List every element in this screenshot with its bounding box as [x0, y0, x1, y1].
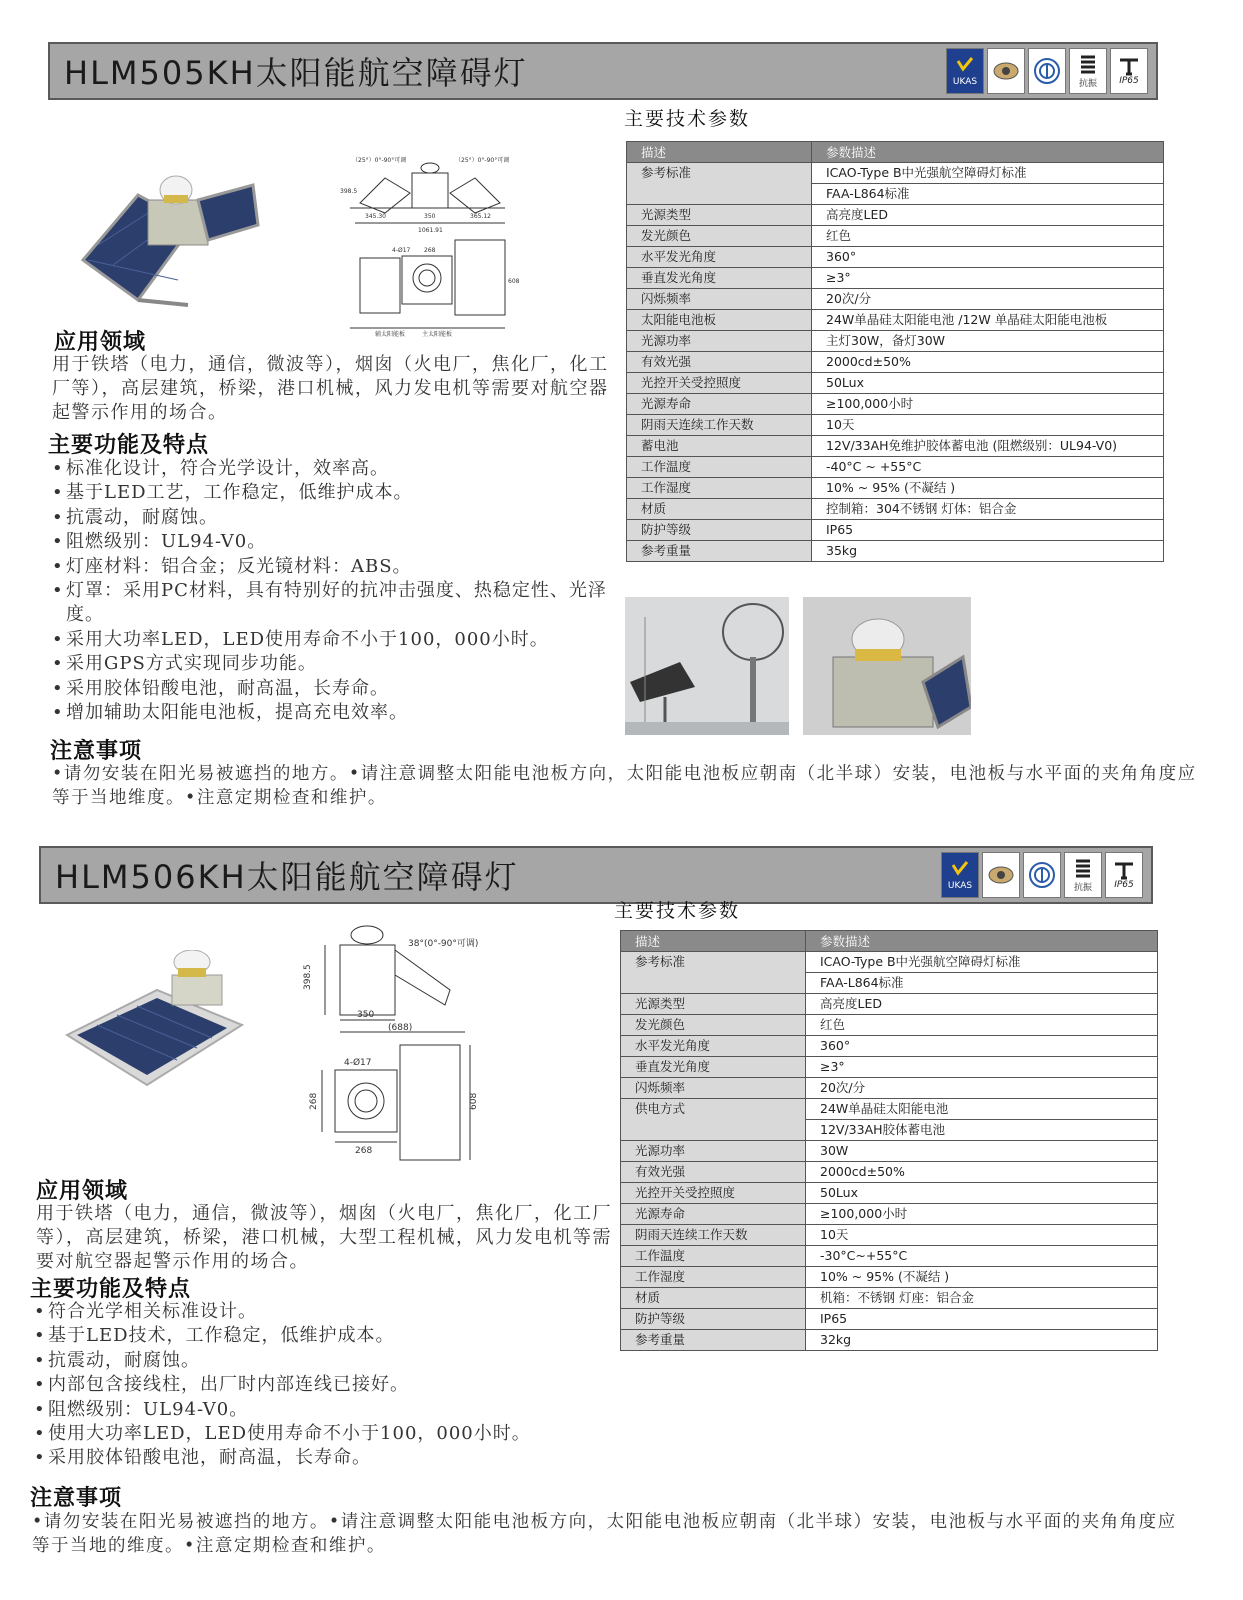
table-row [627, 478, 1164, 499]
feature-item: • 内部包含接线柱，出厂时内部连线已接好。 [30, 1373, 615, 1397]
spec-value: 20次/分 [812, 289, 1164, 310]
spec-value: 360° [806, 1036, 1158, 1057]
spec-key: 光源类型 [621, 994, 806, 1015]
product1-cert-badges [946, 48, 1148, 94]
spec-value: 高亮度LED [806, 994, 1158, 1015]
svg-text:398.5: 398.5 [340, 188, 358, 195]
spec-value: -30°C~+55°C [806, 1246, 1158, 1267]
spec-key: 闪烁频率 [627, 289, 812, 310]
spec-value: 控制箱：304不锈钢 灯体：铝合金 [812, 499, 1164, 520]
spec-value: -40°C ~ +55°C [812, 457, 1164, 478]
spec-value: 2000cd±50% [812, 352, 1164, 373]
cert-seal-icon [987, 48, 1025, 94]
spec-value: 机箱：不锈钢 灯座：铝合金 [806, 1288, 1158, 1309]
feature-item: • 抗震动，耐腐蚀。 [30, 1349, 615, 1373]
header-description: 描述 [627, 142, 812, 163]
spec-value: 10% ~ 95% (不凝结 ) [806, 1267, 1158, 1288]
spec-value: ICAO-Type B中光强航空障碍灯标准 [812, 163, 1164, 184]
ukas-cert-icon: UKAS [946, 48, 984, 94]
spec-key: 参考标准 [621, 952, 806, 994]
feature-item: • 阻燃级别：UL94-V0。 [48, 530, 618, 554]
spec-key: 发光颜色 [621, 1015, 806, 1036]
table-row [621, 994, 1158, 1015]
svg-text:350: 350 [357, 1010, 375, 1020]
spec-key: 太阳能电池板 [627, 310, 812, 331]
product1-spec-table [626, 141, 1164, 562]
cert-circle-icon [1028, 48, 1066, 94]
spec-key: 光控开关受控照度 [621, 1183, 806, 1204]
spec-key: 供电方式 [621, 1099, 806, 1141]
spec-key: 光源寿命 [627, 394, 812, 415]
spec-value: 50Lux [806, 1183, 1158, 1204]
svg-text:268: 268 [309, 1092, 319, 1110]
table-row [627, 415, 1164, 436]
spec-key: 闪烁频率 [621, 1078, 806, 1099]
spec-value: FAA-L864标准 [806, 973, 1158, 994]
spec-key: 水平发光角度 [627, 247, 812, 268]
spec-key: 工作湿度 [621, 1267, 806, 1288]
table-row [627, 541, 1164, 562]
spec-value: 360° [812, 247, 1164, 268]
svg-text:350: 350 [424, 213, 436, 220]
feature-item: • 采用GPS方式实现同步功能。 [48, 652, 618, 676]
feature-item: • 标准化设计，符合光学设计，效率高。 [48, 457, 618, 481]
feature-item: • 采用大功率LED，LED使用寿命不小于100，000小时。 [48, 628, 618, 652]
product2-cert-badges [941, 852, 1143, 898]
spec-value: 32kg [806, 1330, 1158, 1351]
svg-text:608: 608 [508, 278, 520, 285]
product2-title-bar [39, 846, 1153, 904]
spec-value: FAA-L864标准 [812, 184, 1164, 205]
spec-key: 阴雨天连续工作天数 [627, 415, 812, 436]
spec-key: 光源功率 [621, 1141, 806, 1162]
feature-item: • 使用大功率LED，LED使用寿命不小于100，000小时。 [30, 1422, 615, 1446]
header-description: 描述 [621, 931, 806, 952]
table-header-row [627, 142, 1164, 163]
table-row [621, 952, 1158, 973]
feature-item: • 灯座材料：铝合金；反光镜材料：ABS。 [48, 555, 618, 579]
table-row [621, 1141, 1158, 1162]
table-row [627, 373, 1164, 394]
product1-notes-text: •请勿安装在阳光易被遮挡的地方。•请注意调整太阳能电池板方向，太阳能电池板应朝南（北半球）安装，电池板与水平面的夹角角度应等于当地维度。•注意定期检查和维护。 [52, 764, 1197, 808]
product2-application-heading: 应用领域 [36, 1179, 129, 1204]
product2-notes-text: •请勿安装在阳光易被遮挡的地方。•请注意调整太阳能电池板方向，太阳能电池板应朝南（北半球）安装，电池板与水平面的夹角角度应等于当地的维度。•注意定期检查和维护。 [32, 1512, 1177, 1556]
svg-text:365.12: 365.12 [470, 213, 491, 220]
table-row [627, 457, 1164, 478]
spec-value: ≥3° [812, 268, 1164, 289]
product1-title-bar [48, 42, 1158, 100]
spec-key: 光源类型 [627, 205, 812, 226]
product1-application-heading: 应用领域 [54, 330, 147, 355]
product1-features-list [48, 457, 618, 725]
spec-value: 12V/33AH胶体蓄电池 [806, 1120, 1158, 1141]
spec-value: ≥3° [806, 1057, 1158, 1078]
svg-text:398.5: 398.5 [303, 964, 313, 990]
svg-text:主太阳能板: 主太阳能板 [422, 331, 453, 338]
table-row [627, 352, 1164, 373]
spec-value: 10天 [812, 415, 1164, 436]
spec-value: IP65 [806, 1309, 1158, 1330]
spec-key: 参考重量 [627, 541, 812, 562]
spec-key: 防护等级 [621, 1309, 806, 1330]
spec-value: 35kg [812, 541, 1164, 562]
cert-circle-icon [1023, 852, 1061, 898]
svg-text:(688): (688) [388, 1023, 413, 1033]
spec-key: 阴雨天连续工作天数 [621, 1225, 806, 1246]
table-row [621, 1288, 1158, 1309]
product2-spec-table [620, 930, 1158, 1351]
table-row [627, 436, 1164, 457]
product2-technical-drawing [300, 920, 500, 1170]
svg-text:（25°）0°-90°可调: （25°）0°-90°可调 [352, 157, 407, 164]
svg-text:（25°）0°-90°可调: （25°）0°-90°可调 [455, 157, 510, 164]
table-row [627, 268, 1164, 289]
product1-application-text: 用于铁塔（电力，通信，微波等），烟囱（火电厂，焦化厂，化工厂等），高层建筑，桥梁，港口机械，风力发电机等需要对航空器起警示作用的场合。 [52, 354, 609, 423]
svg-text:辅太阳能板: 辅太阳能板 [375, 331, 406, 338]
spec-key: 有效光强 [627, 352, 812, 373]
product2-section [0, 800, 1243, 1600]
spec-key: 蓄电池 [627, 436, 812, 457]
table-row [627, 205, 1164, 226]
spec-key: 工作温度 [627, 457, 812, 478]
spec-value: ≥100,000小时 [812, 394, 1164, 415]
product1-title: HLM505KH太阳能航空障碍灯 [64, 54, 528, 92]
spec-value: 30W [806, 1141, 1158, 1162]
feature-item: • 符合光学相关标准设计。 [30, 1300, 615, 1324]
table-row [621, 1183, 1158, 1204]
product1-field-photo-1 [625, 597, 789, 735]
spec-key: 光源功率 [627, 331, 812, 352]
table-row [621, 1162, 1158, 1183]
feature-item: • 增加辅助太阳能电池板，提高充电效率。 [48, 701, 618, 725]
feature-item: • 基于LED工艺，工作稳定，低维护成本。 [48, 481, 618, 505]
header-value: 参数描述 [806, 931, 1158, 952]
product2-application-text: 用于铁塔（电力，通信，微波等），烟囱（火电厂，焦化厂，化工厂等），高层建筑，桥梁，港口机械，大型工程机械，风力发电机等需要对航空器起警示作用的场合。 [36, 1203, 612, 1272]
table-row [621, 1225, 1158, 1246]
svg-text:268: 268 [424, 247, 436, 254]
spec-key: 垂直发光角度 [627, 268, 812, 289]
feature-item: • 基于LED技术，工作稳定，低维护成本。 [30, 1324, 615, 1348]
spec-value: 红色 [806, 1015, 1158, 1036]
table-row [627, 163, 1164, 184]
table-row [627, 520, 1164, 541]
spec-value: 10% ~ 95% (不凝结 ) [812, 478, 1164, 499]
ukas-cert-icon: UKAS [941, 852, 979, 898]
table-row [627, 310, 1164, 331]
spec-value: 12V/33AH免维护胶体蓄电池 (阻燃级别：UL94-V0) [812, 436, 1164, 457]
svg-text:1061.91: 1061.91 [418, 227, 443, 234]
spec-value: 20次/分 [806, 1078, 1158, 1099]
table-row [621, 1036, 1158, 1057]
svg-text:4-Ø17: 4-Ø17 [392, 247, 411, 254]
spec-key: 垂直发光角度 [621, 1057, 806, 1078]
spec-key: 发光颜色 [627, 226, 812, 247]
spec-key: 光源寿命 [621, 1204, 806, 1225]
feature-item: • 阻燃级别：UL94-V0。 [30, 1398, 615, 1422]
feature-item: • 采用胶体铅酸电池，耐高温，长寿命。 [48, 677, 618, 701]
spec-key: 材质 [627, 499, 812, 520]
product1-params-title: 主要技术参数 [624, 108, 751, 130]
table-row [627, 331, 1164, 352]
spec-key: 参考重量 [621, 1330, 806, 1351]
spec-key: 工作湿度 [627, 478, 812, 499]
ip65-icon: IP65 [1110, 48, 1148, 94]
product1-notes-heading: 注意事项 [50, 739, 143, 764]
table-row [621, 1078, 1158, 1099]
table-row [621, 1015, 1158, 1036]
svg-text:345.30: 345.30 [365, 213, 386, 220]
table-row [627, 247, 1164, 268]
spec-key: 防护等级 [627, 520, 812, 541]
spec-value: 红色 [812, 226, 1164, 247]
spec-value: 24W单晶硅太阳能电池 /12W 单晶硅太阳能电池板 [812, 310, 1164, 331]
spec-value: 主灯30W，备灯30W [812, 331, 1164, 352]
spec-key: 材质 [621, 1288, 806, 1309]
product2-photo [62, 950, 247, 1100]
spec-value: 50Lux [812, 373, 1164, 394]
svg-text:4-Ø17: 4-Ø17 [344, 1058, 372, 1068]
svg-text:608: 608 [469, 1092, 479, 1110]
table-row [627, 394, 1164, 415]
cert-seal-icon [982, 852, 1020, 898]
spec-key: 工作温度 [621, 1246, 806, 1267]
product2-title: HLM506KH太阳能航空障碍灯 [55, 858, 519, 896]
spec-key: 有效光强 [621, 1162, 806, 1183]
spec-key: 光控开关受控照度 [627, 373, 812, 394]
product2-features-list [30, 1300, 615, 1471]
product1-field-photo-2 [803, 597, 971, 735]
table-row [621, 1246, 1158, 1267]
spec-value: ICAO-Type B中光强航空障碍灯标准 [806, 952, 1158, 973]
table-row [627, 499, 1164, 520]
spec-value: ≥100,000小时 [806, 1204, 1158, 1225]
svg-text:268: 268 [355, 1146, 373, 1156]
feature-item: • 灯罩：采用PC材料，具有特别好的抗冲击强度、热稳定性、光泽度。 [48, 579, 618, 628]
spec-value: 2000cd±50% [806, 1162, 1158, 1183]
product1-technical-drawing [340, 148, 520, 338]
spec-value: 10天 [806, 1225, 1158, 1246]
feature-item: • 采用胶体铅酸电池，耐高温，长寿命。 [30, 1446, 615, 1470]
product1-photo [78, 165, 278, 315]
anti-vibration-icon: 抗振 [1064, 852, 1102, 898]
spec-value: 24W单晶硅太阳能电池 [806, 1099, 1158, 1120]
ip65-icon: IP65 [1105, 852, 1143, 898]
table-row [627, 289, 1164, 310]
svg-text:38°(0°-90°可调): 38°(0°-90°可调) [408, 939, 479, 949]
table-row [621, 1309, 1158, 1330]
table-row [621, 1099, 1158, 1120]
spec-value: 高亮度LED [812, 205, 1164, 226]
spec-key: 水平发光角度 [621, 1036, 806, 1057]
header-value: 参数描述 [812, 142, 1164, 163]
table-header-row [621, 931, 1158, 952]
feature-item: • 抗震动，耐腐蚀。 [48, 506, 618, 530]
table-row [621, 1330, 1158, 1351]
product2-notes-heading: 注意事项 [30, 1486, 123, 1511]
table-row [621, 1267, 1158, 1288]
table-row [621, 1057, 1158, 1078]
spec-key: 参考标准 [627, 163, 812, 205]
table-row [627, 226, 1164, 247]
product2-features-heading: 主要功能及特点 [30, 1277, 192, 1302]
product2-params-title: 主要技术参数 [614, 900, 741, 922]
anti-vibration-icon: 抗振 [1069, 48, 1107, 94]
spec-value: IP65 [812, 520, 1164, 541]
table-row [621, 1204, 1158, 1225]
product1-features-heading: 主要功能及特点 [48, 433, 210, 458]
